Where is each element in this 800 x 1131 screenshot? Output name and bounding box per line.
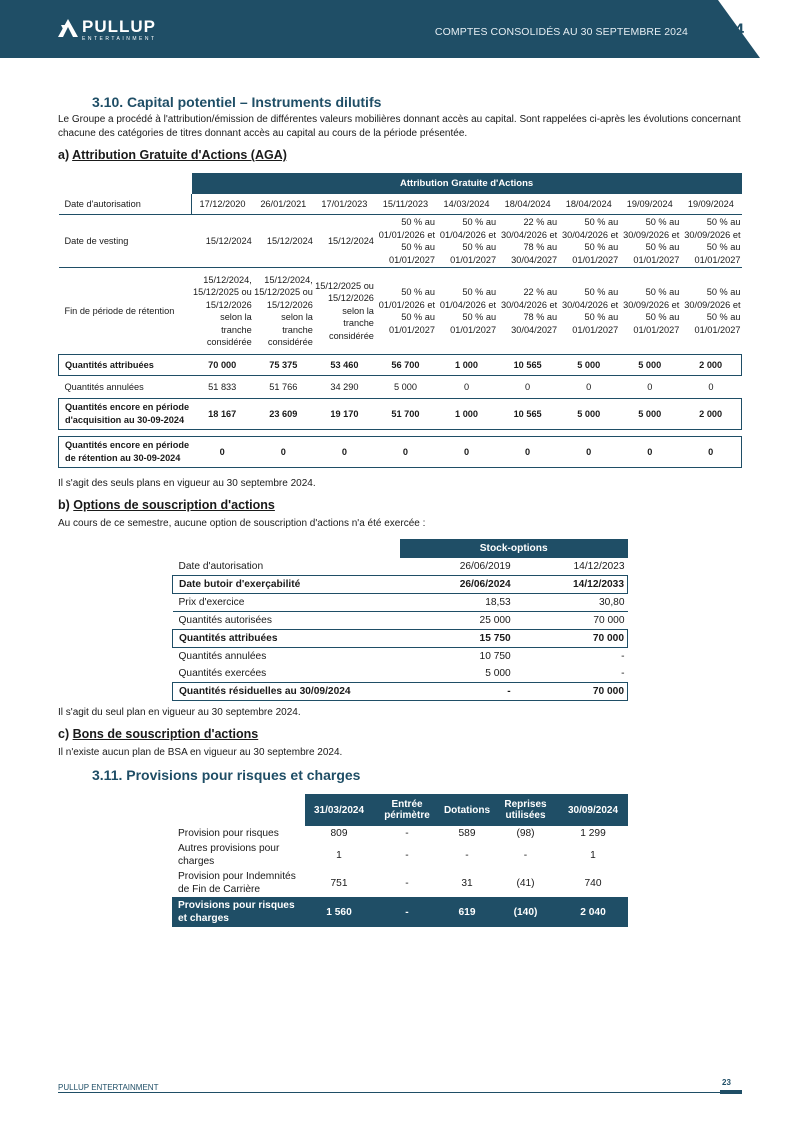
table-cell: 15/11/2023 bbox=[375, 194, 436, 215]
table-cell: 50 % au 01/04/2026 et 50 % au 01/01/2027 bbox=[436, 215, 497, 268]
table-cell: 0 bbox=[253, 437, 314, 468]
table-cell: 14/12/2023 bbox=[514, 558, 628, 576]
table-row bbox=[173, 630, 628, 648]
table-row bbox=[172, 841, 628, 869]
options-note: Il s'agit du seul plan en vigueur au 30 septembre 2024. bbox=[58, 707, 301, 718]
table-cell: 0 bbox=[708, 382, 714, 392]
table-cell: - bbox=[621, 668, 625, 679]
subheading-options bbox=[58, 498, 275, 512]
table-cell: 0 bbox=[192, 437, 253, 468]
table-cell: 0 bbox=[558, 437, 619, 468]
row-label: Provision pour Indemnités de Fin de Carrière bbox=[178, 871, 296, 895]
subheading-prefix: c) bbox=[58, 727, 73, 741]
table-cell: 50 % au 30/09/2026 et 50 % au 01/01/2027 bbox=[619, 268, 680, 355]
table-row bbox=[173, 576, 628, 594]
table-cell: 1 000 bbox=[436, 399, 497, 430]
subheading-text: Options de souscription d'actions bbox=[73, 498, 275, 512]
page-header bbox=[0, 0, 800, 58]
aga-table bbox=[58, 173, 742, 468]
table-cell: 0 bbox=[647, 382, 653, 392]
table-cell: 18 167 bbox=[192, 399, 253, 430]
table-row bbox=[173, 558, 628, 576]
table-cell: 18/04/2024 bbox=[558, 194, 619, 215]
table-row bbox=[172, 826, 628, 841]
row-label: Quantités encore en période d'acquisition au 30-09-2024 bbox=[59, 399, 192, 430]
row-label: Date d'autorisation bbox=[59, 194, 192, 215]
row-label: Quantités autorisées bbox=[173, 612, 400, 630]
subheading-prefix: b) bbox=[58, 498, 74, 512]
table-cell: 5 000 bbox=[558, 355, 619, 376]
table-cell: 51 700 bbox=[375, 399, 436, 430]
table-cell: 50 % au 30/09/2026 et 50 % au 01/01/2027 bbox=[680, 268, 741, 355]
aga-table-title: Attribution Gratuite d'Actions bbox=[192, 173, 742, 194]
table-cell: 10 565 bbox=[497, 399, 558, 430]
table-cell: 14/12/2033 bbox=[514, 576, 628, 594]
table-cell: (98) bbox=[516, 828, 535, 839]
table-cell: 25 000 bbox=[400, 612, 514, 630]
table-cell: 17/12/2020 bbox=[192, 194, 253, 215]
table-cell: 1 bbox=[590, 849, 596, 861]
row-label: Quantités exercées bbox=[178, 668, 267, 679]
table-cell: 0 bbox=[525, 382, 531, 392]
table-cell: 15/12/2024 bbox=[314, 215, 375, 268]
table-cell: 0 bbox=[586, 382, 592, 392]
table-cell: 1 560 bbox=[305, 897, 373, 927]
table-row bbox=[59, 399, 742, 430]
table-row bbox=[173, 594, 628, 612]
table-row bbox=[59, 194, 742, 215]
table-cell: - bbox=[621, 651, 625, 662]
table-cell: 15/12/2024, 15/12/2025 ou 15/12/2026 selon la tranche considérée bbox=[192, 268, 253, 355]
row-label: Quantités attribuées bbox=[59, 355, 192, 376]
table-row bbox=[173, 612, 628, 630]
column-header: Reprises utilisées bbox=[493, 794, 558, 826]
table-cell: 809 bbox=[330, 828, 348, 839]
section-heading-3-10: 3.10. Capital potentiel – Instruments dilutifs bbox=[92, 94, 382, 110]
column-header: 30/09/2024 bbox=[558, 794, 628, 826]
table-cell: 18,53 bbox=[400, 594, 514, 612]
table-corner bbox=[173, 539, 400, 558]
table-corner bbox=[172, 794, 305, 826]
table-cell: 22 % au 30/04/2026 et 78 % au 30/04/2027 bbox=[497, 268, 558, 355]
column-header: Entrée périmètre bbox=[373, 794, 441, 826]
table-cell: 15 750 bbox=[400, 630, 514, 648]
table-cell: - bbox=[405, 828, 409, 839]
table-cell: 50 % au 30/09/2026 et 50 % au 01/01/2027 bbox=[619, 215, 680, 268]
logo-mark-icon bbox=[58, 19, 78, 37]
table-cell: 70 000 bbox=[514, 683, 628, 701]
table-cell: 2 000 bbox=[680, 399, 741, 430]
row-label: Quantités résiduelles au 30/09/2024 bbox=[173, 683, 400, 701]
footer-accent bbox=[720, 1090, 742, 1094]
subheading-prefix: a) bbox=[58, 148, 73, 162]
table-cell: 0 bbox=[680, 437, 741, 468]
bsa-text: Il n'existe aucun plan de BSA en vigueur au 30 septembre 2024. bbox=[58, 747, 343, 758]
table-cell: 17/01/2023 bbox=[314, 194, 375, 215]
header-tab bbox=[700, 0, 800, 58]
row-label: Quantités attribuées bbox=[173, 630, 400, 648]
table-cell: 50 % au 01/01/2026 et 50 % au 01/01/2027 bbox=[375, 268, 436, 355]
table-cell: 0 bbox=[463, 382, 470, 392]
table-spacer bbox=[59, 430, 742, 437]
table-cell: 30,80 bbox=[514, 594, 628, 612]
table-cell: 1 000 bbox=[436, 355, 497, 376]
row-label: Quantités encore en période de rétention au 30-09-2024 bbox=[59, 437, 192, 468]
section-heading-3-11: 3.11. Provisions pour risques et charges bbox=[92, 767, 361, 783]
table-cell: 15/12/2024, 15/12/2025 ou 15/12/2026 selon la tranche considérée bbox=[253, 268, 314, 355]
table-cell: 50 % au 30/09/2026 et 50 % au 01/01/2027 bbox=[680, 215, 741, 268]
table-cell: (140) bbox=[493, 897, 558, 927]
table-cell: 589 bbox=[458, 828, 476, 839]
row-label: Fin de période de rétention bbox=[59, 268, 192, 355]
row-label: Autres provisions pour charges bbox=[178, 843, 280, 867]
row-label: Date de vesting bbox=[59, 215, 192, 268]
provisions-table bbox=[172, 794, 628, 927]
subheading-aga bbox=[58, 148, 287, 162]
chapter-number: 4 bbox=[734, 20, 744, 39]
table-row bbox=[173, 648, 628, 666]
table-cell: 50 % au 30/04/2026 et 50 % au 01/01/2027 bbox=[558, 215, 619, 268]
table-cell: 22 % au 30/04/2026 et 78 % au 30/04/2027 bbox=[497, 215, 558, 268]
table-cell: 10 565 bbox=[497, 355, 558, 376]
table-cell: 50 % au 01/01/2026 et 50 % au 01/01/2027 bbox=[375, 215, 436, 268]
stock-options-table bbox=[172, 539, 628, 701]
table-cell: 14/03/2024 bbox=[436, 194, 497, 215]
table-row bbox=[59, 355, 742, 376]
header-title: COMPTES CONSOLIDÉS AU 30 SEPTEMBRE 2024 bbox=[434, 26, 688, 38]
table-cell: 0 bbox=[375, 437, 436, 468]
table-cell: 19/09/2024 bbox=[680, 194, 741, 215]
table-cell: 0 bbox=[619, 437, 680, 468]
table-cell: 5 000 bbox=[619, 399, 680, 430]
section-intro: Le Groupe a procédé à l'attribution/émission de différentes valeurs mobilières donnant accès au capital. Sont rappelées ci-après les évolutions concernant chacune des catégories de titres donnant accès au capital au cours de la période présentée. bbox=[58, 114, 741, 139]
table-cell: - bbox=[465, 849, 469, 861]
table-cell: 19 170 bbox=[314, 399, 375, 430]
row-label: Date butoir d'exerçabilité bbox=[173, 576, 400, 594]
subheading-text: Attribution Gratuite d'Actions (AGA) bbox=[72, 148, 287, 162]
table-cell: - bbox=[405, 877, 409, 889]
table-cell: 56 700 bbox=[375, 355, 436, 376]
table-cell: 75 375 bbox=[253, 355, 314, 376]
table-cell: 1 299 bbox=[580, 828, 606, 839]
total-row bbox=[172, 897, 628, 927]
row-label: Date d'autorisation bbox=[173, 558, 400, 576]
table-cell: 2 040 bbox=[558, 897, 628, 927]
row-label: Provision pour risques bbox=[178, 828, 279, 839]
table-row bbox=[173, 683, 628, 701]
row-label: Provisions pour risques et charges bbox=[172, 897, 305, 927]
table-cell: 50 % au 01/04/2026 et 50 % au 01/01/2027 bbox=[436, 268, 497, 355]
table-cell: 619 bbox=[441, 897, 493, 927]
logo-subtext: ENTERTAINMENT bbox=[82, 36, 157, 42]
table-cell: 51 766 bbox=[269, 382, 298, 392]
table-cell: 26/06/2019 bbox=[400, 558, 514, 576]
subheading-bsa bbox=[58, 727, 258, 741]
table-cell: 15/12/2025 ou 15/12/2026 selon la tranche considérée bbox=[314, 268, 375, 355]
aga-note: Il s'agit des seuls plans en vigueur au 30 septembre 2024. bbox=[58, 478, 316, 489]
table-cell: 15/12/2024 bbox=[192, 215, 253, 268]
table-cell: 0 bbox=[436, 437, 497, 468]
table-cell: - bbox=[523, 849, 528, 861]
table-cell: 70 000 bbox=[514, 630, 628, 648]
logo-text: PULLUP bbox=[82, 17, 156, 36]
table-cell: 26/01/2021 bbox=[253, 194, 314, 215]
footer-company: PULLUP ENTERTAINMENT bbox=[58, 1083, 159, 1092]
table-cell: 23 609 bbox=[253, 399, 314, 430]
table-cell: - bbox=[373, 897, 441, 927]
table-cell: 15/12/2024 bbox=[253, 215, 314, 268]
table-cell: 0 bbox=[314, 437, 375, 468]
table-cell: 10 750 bbox=[479, 651, 511, 662]
table-cell: 53 460 bbox=[314, 355, 375, 376]
table-cell: 5 000 bbox=[393, 382, 417, 392]
table-row bbox=[59, 437, 742, 468]
table-row bbox=[173, 665, 628, 683]
subheading-text: Bons de souscription d'actions bbox=[72, 727, 259, 741]
table-cell: 740 bbox=[584, 877, 602, 889]
table-cell: 5 000 bbox=[619, 355, 680, 376]
table-cell: 70 000 bbox=[514, 612, 628, 630]
footer-rule bbox=[58, 1092, 742, 1093]
table-cell: 31 bbox=[461, 877, 473, 889]
table-cell: 18/04/2024 bbox=[497, 194, 558, 215]
table-cell: 50 % au 30/04/2026 et 50 % au 01/01/2027 bbox=[558, 268, 619, 355]
table-cell: 2 000 bbox=[680, 355, 741, 376]
table-cell: - bbox=[405, 849, 409, 861]
table-cell: 751 bbox=[330, 877, 348, 889]
table-row bbox=[59, 215, 742, 268]
column-header: 31/03/2024 bbox=[305, 794, 373, 826]
table-cell: 70 000 bbox=[192, 355, 253, 376]
table-cell: 51 833 bbox=[208, 382, 237, 392]
table-row bbox=[172, 869, 628, 897]
row-label: Quantités annulées bbox=[64, 382, 144, 392]
table-corner bbox=[59, 173, 192, 194]
table-cell: 19/09/2024 bbox=[619, 194, 680, 215]
stock-options-title: Stock-options bbox=[400, 539, 628, 558]
table-cell: (41) bbox=[516, 877, 535, 889]
table-row bbox=[59, 268, 742, 355]
table-cell: 5 000 bbox=[558, 399, 619, 430]
row-label: Prix d'exercice bbox=[173, 594, 400, 612]
table-cell: 26/06/2024 bbox=[400, 576, 514, 594]
table-cell: 34 290 bbox=[330, 382, 359, 392]
page-number: 23 bbox=[722, 1078, 731, 1087]
column-header: Dotations bbox=[441, 794, 493, 826]
table-cell: 0 bbox=[497, 437, 558, 468]
row-label: Quantités annulées bbox=[178, 651, 267, 662]
table-row bbox=[59, 376, 742, 399]
options-intro: Au cours de ce semestre, aucune option de souscription d'actions n'a été exercée : bbox=[58, 518, 426, 529]
table-cell: 5 000 bbox=[485, 668, 511, 679]
table-cell: - bbox=[400, 683, 514, 701]
table-cell: 1 bbox=[336, 849, 342, 861]
